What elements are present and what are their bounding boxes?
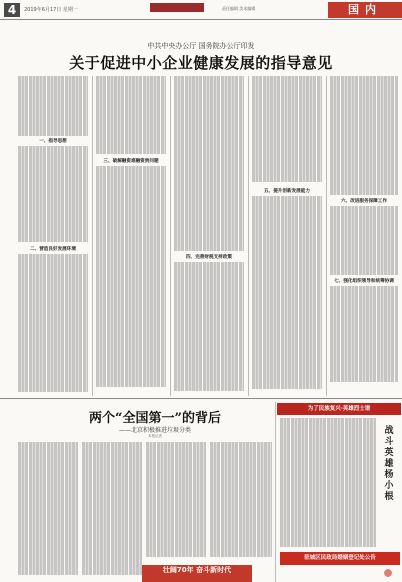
text-column <box>146 442 206 560</box>
article-kicker: 中共中央办公厅 国务院办公厅印发 <box>147 42 255 50</box>
second-subtitle: ——北京积极推进垃圾分类 <box>118 427 191 434</box>
text-column <box>210 442 272 560</box>
subhead-2: 二、营造良好发展环境 <box>30 247 76 252</box>
subhead-1: 一、指导思想 <box>39 139 67 144</box>
subhead-7: 七、强化组织领导和统筹协调 <box>334 279 394 284</box>
series-banner: 为了民族复兴·英雄烈士谱 <box>277 403 401 415</box>
text-column <box>330 76 398 196</box>
article-headline: 关于促进中小企业健康发展的指导意见 <box>69 54 333 72</box>
column-divider <box>248 76 249 396</box>
text-column <box>174 76 244 252</box>
bottom-ad-title: 壮阔70年 奋斗新时代 <box>162 566 232 574</box>
page-number: 4 <box>4 3 20 17</box>
second-byline: 本报记者 <box>148 434 162 438</box>
text-column <box>330 206 398 276</box>
text-column <box>280 418 376 548</box>
masthead-logo <box>150 3 204 12</box>
column-divider <box>275 402 276 582</box>
hero-vertical-title: 战斗英雄杨小根 <box>384 426 394 502</box>
column-divider <box>170 76 171 396</box>
subhead-6: 六、改进服务保障工作 <box>341 199 387 204</box>
issue-date: 2019年6月17日 星期一 <box>24 7 78 13</box>
text-column <box>252 196 322 394</box>
text-column <box>18 146 88 246</box>
text-column <box>330 286 398 386</box>
seal-icon <box>380 568 396 578</box>
subhead-5: 五、提升创新发展能力 <box>264 189 310 194</box>
second-headline: 两个“全国第一”的背后 <box>89 411 221 426</box>
text-column <box>18 76 88 136</box>
column-divider <box>92 76 93 396</box>
text-column <box>252 76 322 186</box>
header-rule <box>0 19 402 20</box>
section-tab: 国内 <box>328 2 402 18</box>
text-column <box>82 442 142 580</box>
column-divider <box>326 76 327 396</box>
editors-line: 责任编辑 美术编辑 <box>222 6 256 11</box>
bottom-ad <box>142 565 252 582</box>
subhead-4: 四、完善财税支持政策 <box>186 255 232 260</box>
section-rule <box>0 398 402 399</box>
text-column <box>18 442 78 580</box>
text-column <box>96 76 166 156</box>
text-column <box>18 254 88 394</box>
text-column <box>174 262 244 394</box>
text-column <box>96 166 166 394</box>
subhead-3: 三、破解融资难融资贵问题 <box>103 159 159 164</box>
notice-box: 驻城区民政局婚姻登记处公告 <box>280 552 400 565</box>
